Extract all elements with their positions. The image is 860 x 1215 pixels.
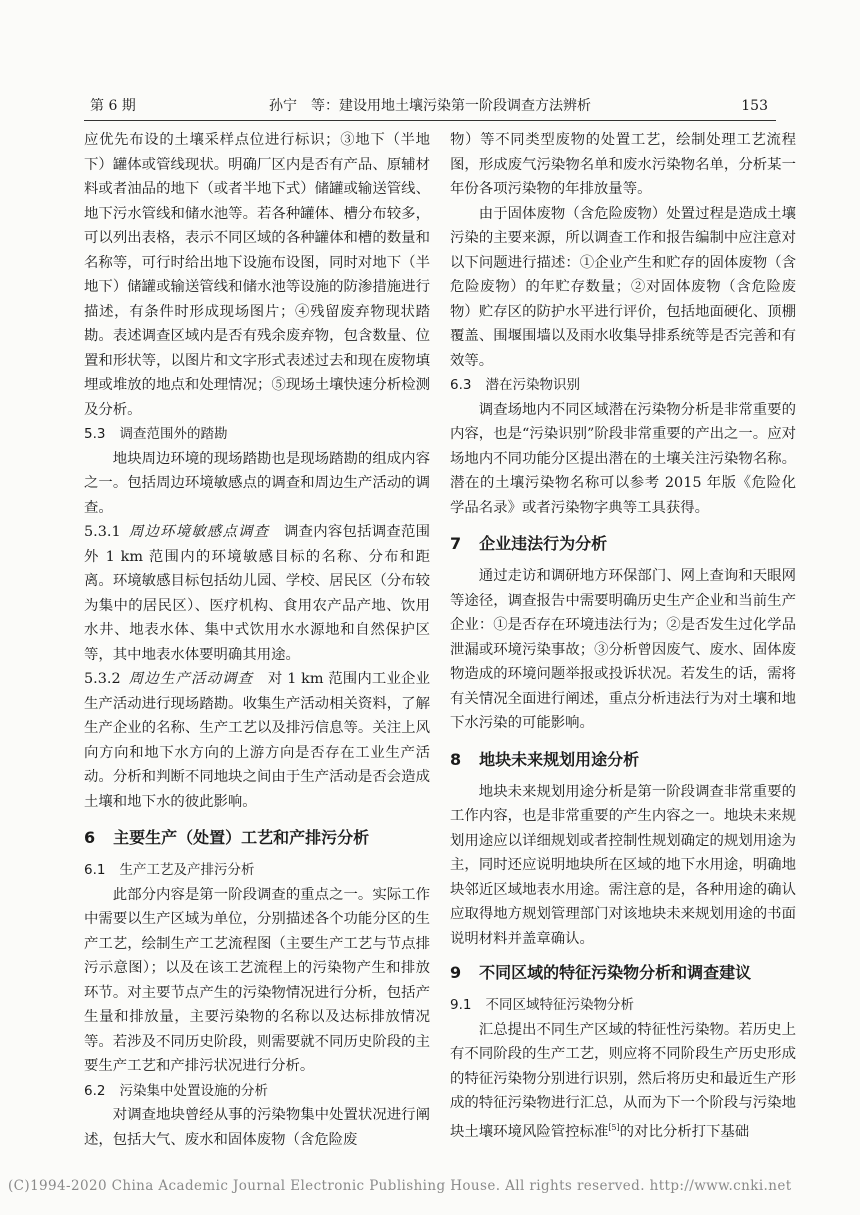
paragraph: 此部分内容是第一阶段调查的重点之一。实际工作中需要以生产区域为单位，分别描述各个功能分区的生产工艺，绘制生产工艺流程图（主要生产工艺与节点排污示意图）；以及在该工艺流程上的污染物产生和排放环节。对主要节点产生的污染物情况进行分析，包括产生量和排放量，主要污染物的名称以及达标排放情况等。若涉及不同历史阶段，则需要就不同历史阶段的主要生产工艺和产排污状况进行分析。 [84, 886, 430, 1074]
section-heading-6-2 [84, 1079, 430, 1104]
section-number: 6.2 [84, 1082, 106, 1099]
paragraph-text: 汇总提出不同生产区域的特征性污染物。若历史上有不同阶段的生产工艺，则应将不同阶段生产历史形成的特征污染物分别进行识别，然后将历史和最近生产形成的特征污染物进行汇总，从而为下一个阶段与污染地块土壤环境风险管控标准 [450, 1021, 796, 1140]
paragraph-text: 调查内容包括调查范围外 1 km 范围内的环境敏感目标的名称、分布和距离。环境敏感目标包括幼儿园、学校、居民区（分布较为集中的居民区）、医疗机构、食用农产品产地、饮用水井、地表水体、集中式饮用水水源地和自然保护区等，其中地表水体要明确其用途。 [84, 524, 430, 663]
paragraph: 调查场地内不同区域潜在污染物分析是非常重要的内容，也是“污染识别”阶段非常重要的产出之一。应对场地内不同功能分区提出潜在的土壤关注污染物名称。潜在的土壤污染物名称可以参考 2015 年版《危险化学品名录》或者污染物字典等工具获得。 [450, 401, 796, 516]
paragraph: 对调查地块曾经从事的污染物集中处置状况进行阐述，包括大气、废水和固体废物（含危险废 [84, 1107, 430, 1148]
paragraph [450, 1018, 796, 1144]
section-title: 不同区域特征污染物分析 [485, 997, 634, 1013]
citation-ref[interactable]: [5] [608, 1122, 620, 1132]
paragraph: 通过走访和调研地方环保部门、网上查询和天眼网等途径，调查报告中需要明确历史生产企业和当前生产企业：①是否存在环境违法行为；②是否发生过化学品泄漏或环境污染事故；③分析曾因废气、废水、固体废物造成的环境问题举报或投诉状况。若发生的话，需将有关情况全面进行阐述，重点分析违法行为对土壤和地下水污染的可能影响。 [450, 568, 796, 731]
section-number: 6.3 [450, 377, 472, 393]
paragraph: 地块周边环境的现场踏勘也是现场踏勘的组成内容之一。包括周边环境敏感点的调查和周边生产活动的调查。 [84, 450, 430, 516]
paragraph-text: 的对比分析打下基础 [619, 1123, 750, 1140]
section-title: 生产工艺及产排污分析 [119, 862, 255, 878]
section-heading-5-3 [84, 422, 430, 447]
section-title: 地块未来规划用途分析 [479, 749, 640, 769]
section-heading-7 [450, 532, 796, 556]
section-title: 企业违法行为分析 [479, 534, 608, 553]
paragraph: 地块未来规划用途分析是第一阶段调查非常重要的工作内容，也是非常重要的产生内容之一。地块未来规划用途应以详细规划或者控制性规划确定的规划用途为主，同时还应说明地块所在区域的地下水用途，明确地块邻近区域地表水用途。需注意的是，各种用途的确认应取得地方规划管理部门对该地块未来规划用途的书面说明材料并盖章确认。 [450, 783, 796, 947]
section-heading-6-3 [450, 373, 796, 398]
section-number: 9 [450, 963, 462, 982]
section-number: 8 [450, 749, 462, 769]
section-number: 6.1 [84, 862, 106, 878]
paragraph: 物）等不同类型废物的处置工艺，绘制处理工艺流程图，形成废气污染物名单和废水污染物名单，分析某一年份各项污染物的年排放量等。 [450, 132, 796, 197]
copyright-footer: (C)1994-2020 China Academic Journal Electronic Publishing House. All rights reserved. http://www.cnki.net [8, 1178, 792, 1194]
section-heading-8 [450, 748, 796, 772]
section-heading-9 [450, 961, 796, 985]
paragraph-text: 对 1 km 范围内工业企业生产活动进行现场踏勘。收集生产活动相关资料，了解生产企业的名称、生产工艺以及排污信息等。关注上风向方向和地下水方向的上游方向是否存在工业生产活动。分析和判断不同地块之间由于生产活动是否会造成土壤和地下水的彼此影响。 [84, 671, 430, 810]
section-number: 7 [450, 534, 462, 553]
running-title: 孙宁 等：建设用地土壤污染第一阶段调查方法辨析 [269, 98, 591, 114]
section-title: 不同区域的特征污染物分析和调查建议 [479, 963, 752, 982]
left-column [84, 128, 430, 1152]
paragraph-5-3-1 [84, 520, 430, 667]
page-number: 153 [741, 98, 768, 114]
section-number: 5.3.1 [84, 524, 121, 540]
section-heading-6 [84, 826, 430, 850]
section-number: 6 [84, 828, 96, 847]
section-title: 潜在污染物识别 [485, 377, 580, 393]
running-header [84, 94, 776, 121]
section-number: 5.3.2 [84, 671, 121, 687]
right-column [450, 128, 796, 1144]
paragraph: 由于固体废物（含危险废物）处置过程是造成土壤污染的主要来源，所以调查工作和报告编制中应注意对以下问题进行描述：①企业产生和贮存的固体废物（含危险废物）的年贮存数量；②对固体废物（含危险废物）贮存区的防护水平进行评价，包括地面硬化、顶棚覆盖、围堰围墙以及雨水收集导排系统等是否完善和有效等。 [450, 205, 796, 369]
section-number: 9.1 [450, 997, 472, 1013]
run-in-heading: 周边环境敏感点调查 [128, 524, 270, 540]
section-number: 5.3 [84, 426, 106, 442]
run-in-heading: 周边生产活动调查 [128, 671, 254, 687]
section-title: 污染集中处置设施的分析 [119, 1082, 268, 1099]
paragraph: 应优先布设的土壤采样点位进行标识；③地下（半地下）罐体或管线现状。明确厂区内是否有产品、原辅材料或者油品的地下（或者半地下式）储罐或输送管线、地下污水管线和储水池等。若各种罐体、槽分布较多，可以列出表格，表示不同区域的各种罐体和槽的数量和名称等，可行时给出地下设施布设图，同时对地下（半地下）储罐或输送管线和储水池等设施的防渗措施进行描述，有条件时形成现场图片；④残留废弃物现状踏勘。表述调查区域内是否有残余废弃物，包含数量、位置和形状等，以图片和文字形式表述过去和现在废物填埋或堆放的地点和处理情况；⑤现场土壤快速分析检测及分析。 [84, 132, 430, 418]
issue-number: 第 6 期 [90, 98, 136, 114]
paragraph-5-3-2 [84, 667, 430, 814]
section-heading-9-1 [450, 993, 796, 1018]
section-title: 主要生产（处置）工艺和产排污分析 [113, 828, 370, 847]
section-title: 调查范围外的踏勘 [119, 426, 228, 442]
section-heading-6-1 [84, 858, 430, 883]
